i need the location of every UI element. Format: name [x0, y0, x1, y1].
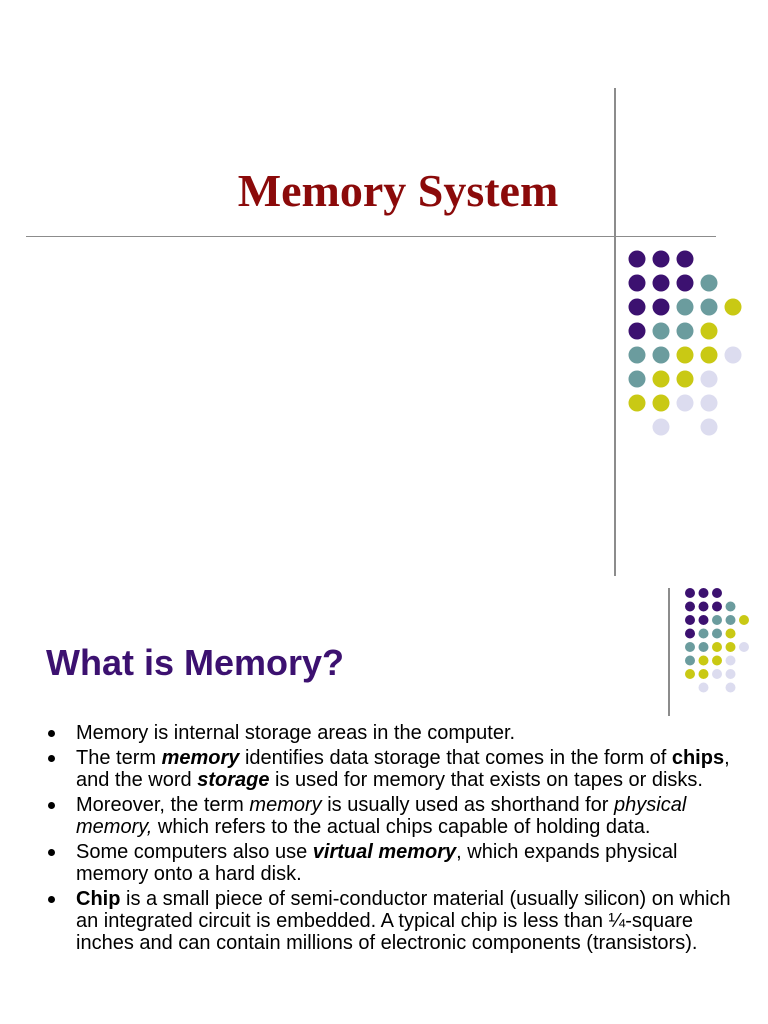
decorative-dot	[739, 615, 749, 625]
bullet-item	[46, 841, 736, 885]
decorative-dot	[726, 602, 736, 612]
decorative-dot	[629, 275, 646, 292]
decorative-dot	[677, 299, 694, 316]
bullet-text: is used for memory that exists on tapes or disks.	[269, 769, 703, 791]
bullet-text: memory	[249, 794, 322, 816]
decorative-dot	[677, 395, 694, 412]
bullet-text: is usually used as shorthand for	[321, 794, 615, 816]
decorative-dot	[726, 656, 736, 666]
decorative-dot	[699, 588, 709, 598]
decorative-dot	[712, 588, 722, 598]
decorative-dot	[725, 347, 742, 364]
bullet-text: chips	[671, 747, 725, 769]
slide-what-is-memory	[0, 576, 768, 1024]
decorative-dot	[701, 299, 718, 316]
decorative-dot	[677, 251, 694, 268]
decorative-dot	[629, 299, 646, 316]
bullet-text: , and the word	[76, 747, 730, 791]
decorative-dot	[701, 275, 718, 292]
decorative-dot	[699, 642, 709, 652]
decorative-dot	[712, 669, 722, 679]
bullet-text: virtual memory	[312, 841, 457, 863]
decorative-dot	[712, 615, 722, 625]
bullet-text: Chip	[76, 888, 121, 910]
bullet-text: identifies data storage that comes in the form of	[239, 747, 672, 769]
decorative-dot	[629, 371, 646, 388]
decorative-dot	[685, 602, 695, 612]
decorative-dot	[685, 642, 695, 652]
decorative-dot	[739, 642, 749, 652]
decorative-dot	[685, 615, 695, 625]
bullet-text: memory	[161, 747, 240, 769]
decorative-dot	[685, 656, 695, 666]
decorative-dot	[677, 275, 694, 292]
bullet-text: storage	[197, 769, 270, 791]
decorative-dot	[629, 251, 646, 268]
decorative-dot	[701, 395, 718, 412]
bullet-item	[46, 888, 736, 954]
decorative-dot	[725, 299, 742, 316]
bullet-text: , which expands physical memory onto a hard disk.	[76, 841, 678, 885]
decorative-dot	[653, 299, 670, 316]
decorative-dot	[677, 347, 694, 364]
decorative-dot	[653, 323, 670, 340]
bullet-text: Some computers also use	[76, 841, 313, 863]
bullet-text: Moreover, the term	[76, 794, 250, 816]
decorative-dot	[685, 588, 695, 598]
decorative-dot	[699, 669, 709, 679]
bullet-item	[46, 722, 736, 744]
decorative-dot	[629, 323, 646, 340]
decorative-dot	[726, 683, 736, 693]
bullet-item	[46, 794, 736, 838]
decorative-dot	[685, 629, 695, 639]
decorative-dot	[712, 602, 722, 612]
decorative-dot	[653, 371, 670, 388]
decorative-dot	[701, 419, 718, 436]
bullet-text: Memory is internal storage areas in the computer.	[76, 722, 516, 744]
bullet-list	[46, 722, 736, 957]
decorative-dot	[726, 642, 736, 652]
decorative-dot	[726, 629, 736, 639]
decorative-dot	[699, 629, 709, 639]
decorative-dot	[653, 275, 670, 292]
decorative-dot	[712, 642, 722, 652]
decorative-dot	[653, 419, 670, 436]
decorative-dot	[701, 323, 718, 340]
bullet-text: physical memory,	[76, 794, 687, 838]
slide-title: What is Memory?	[46, 642, 345, 683]
decorative-dot	[685, 669, 695, 679]
decorative-dot	[629, 395, 646, 412]
bullet-text: is a small piece of semi-conductor material (usually silicon) on which an integrated circuit is embedded. A typical chip is less than ¼-square inches and can contain millions of electronic components (transistors).	[76, 888, 731, 954]
decorative-dot	[653, 395, 670, 412]
bullet-item	[46, 747, 736, 791]
decorative-dot	[653, 347, 670, 364]
slide-title: Memory System	[237, 165, 559, 216]
bullet-text: which refers to the actual chips capable of holding data.	[152, 816, 651, 838]
decorative-dot	[677, 323, 694, 340]
decorative-dot	[701, 371, 718, 388]
decorative-dot	[712, 629, 722, 639]
bullet-text: The term	[76, 747, 162, 769]
decorative-dot	[653, 251, 670, 268]
decorative-dot	[629, 347, 646, 364]
decorative-dot	[699, 615, 709, 625]
decorative-dot	[712, 656, 722, 666]
decorative-dot	[699, 683, 709, 693]
decorative-dot	[699, 656, 709, 666]
decorative-dot	[699, 602, 709, 612]
decorative-dot	[677, 371, 694, 388]
decorative-dot	[726, 669, 736, 679]
decorative-dot	[701, 347, 718, 364]
decorative-dot	[726, 615, 736, 625]
